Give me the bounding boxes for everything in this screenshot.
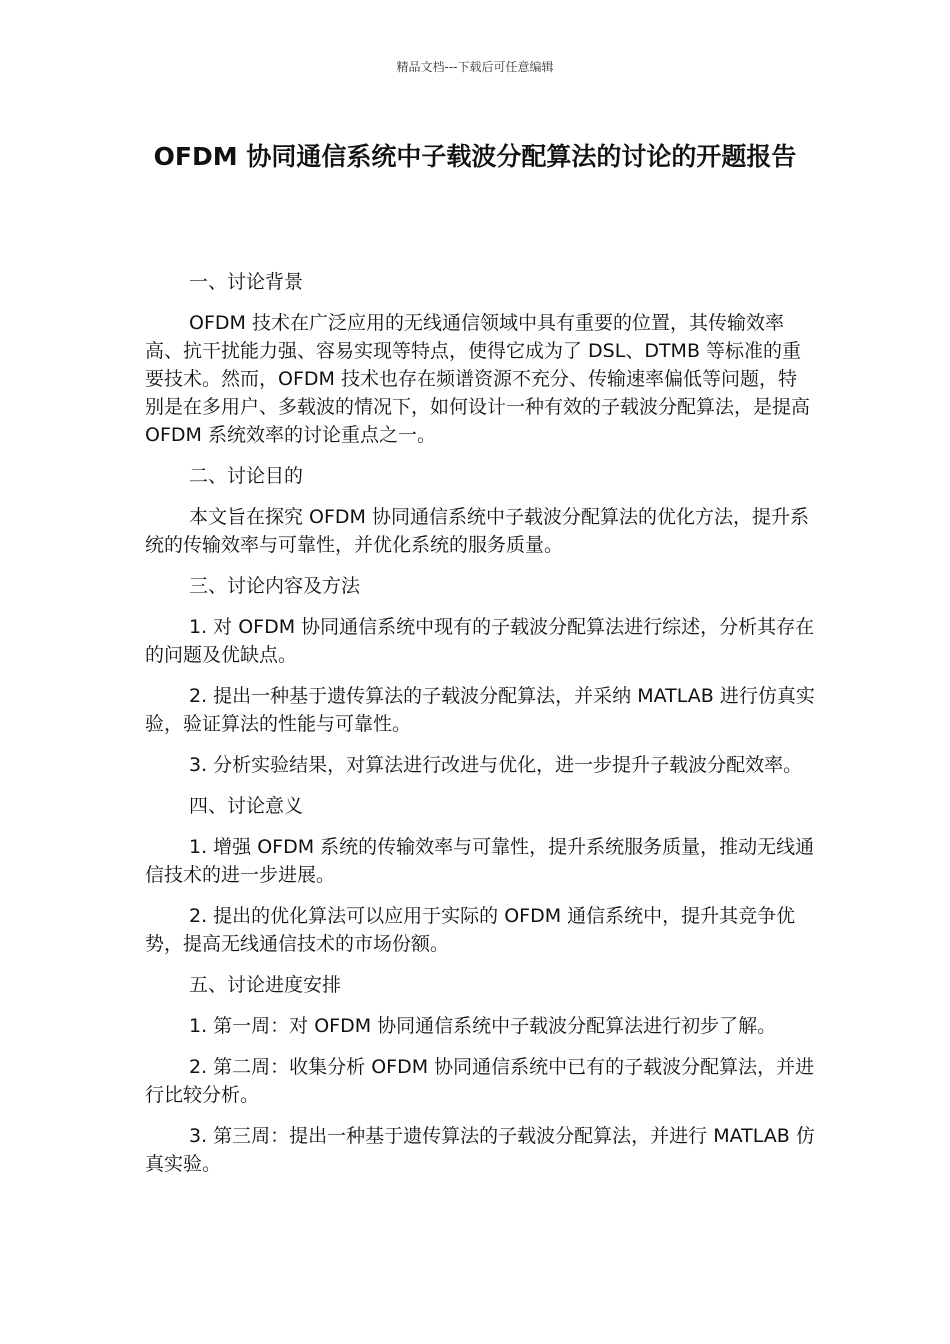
list-item: 3. 分析实验结果，对算法进行改进与优化，进一步提升子载波分配效率。 (189, 754, 803, 776)
paragraph: 本文旨在探究 OFDM 协同通信系统中子载波分配算法的优化方法，提升系统的传输效率与可靠性，并优化系统的服务质量。 (145, 506, 809, 556)
list-item: 1. 增强 OFDM 系统的传输效率与可靠性，提升系统服务质量，推动无线通信技术的进一步进展。 (145, 836, 815, 886)
document-body (145, 268, 815, 1191)
section-heading: 四、讨论意义 (189, 795, 304, 817)
list-item: 3. 第三周：提出一种基于遗传算法的子载波分配算法，并进行 MATLAB 仿真实验。 (145, 1125, 815, 1175)
paragraph: OFDM 技术在广泛应用的无线通信领域中具有重要的位置，其传输效率高、抗干扰能力强、容易实现等特点，使得它成为了 DSL、DTMB 等标准的重要技术。然而，OFDM 技术也存在频谱资源不充分、传输速率偏低等问题，特别是在多用户、多载波的情况下，如何设计一种有效的子载波分配算法，是提高 OFDM 系统效率的讨论重点之一。 (145, 312, 811, 446)
page-header: 精品文档---下载后可任意编辑 (396, 60, 554, 74)
section-heading: 一、讨论背景 (189, 271, 304, 293)
list-item: 2. 第二周：收集分析 OFDM 协同通信系统中已有的子载波分配算法，并进行比较分析。 (145, 1056, 815, 1106)
list-item: 1. 第一周：对 OFDM 协同通信系统中子载波分配算法进行初步了解。 (189, 1015, 777, 1037)
section-purpose (145, 462, 815, 559)
list-item: 2. 提出的优化算法可以应用于实际的 OFDM 通信系统中，提升其竞争优势，提高无线通信技术的市场份额。 (145, 905, 796, 955)
section-content-methods (145, 572, 815, 779)
section-heading: 二、讨论目的 (189, 465, 304, 487)
list-item: 1. 对 OFDM 协同通信系统中现有的子载波分配算法进行综述，分析其存在的问题及优缺点。 (145, 616, 815, 666)
section-heading: 三、讨论内容及方法 (189, 575, 361, 597)
document-title: OFDM 协同通信系统中子载波分配算法的讨论的开题报告 (153, 142, 797, 171)
section-schedule (145, 971, 815, 1178)
section-significance (145, 792, 815, 958)
section-background (145, 268, 815, 449)
list-item: 2. 提出一种基于遗传算法的子载波分配算法，并采纳 MATLAB 进行仿真实验，验证算法的性能与可靠性。 (145, 685, 815, 735)
section-heading: 五、讨论进度安排 (189, 974, 342, 996)
